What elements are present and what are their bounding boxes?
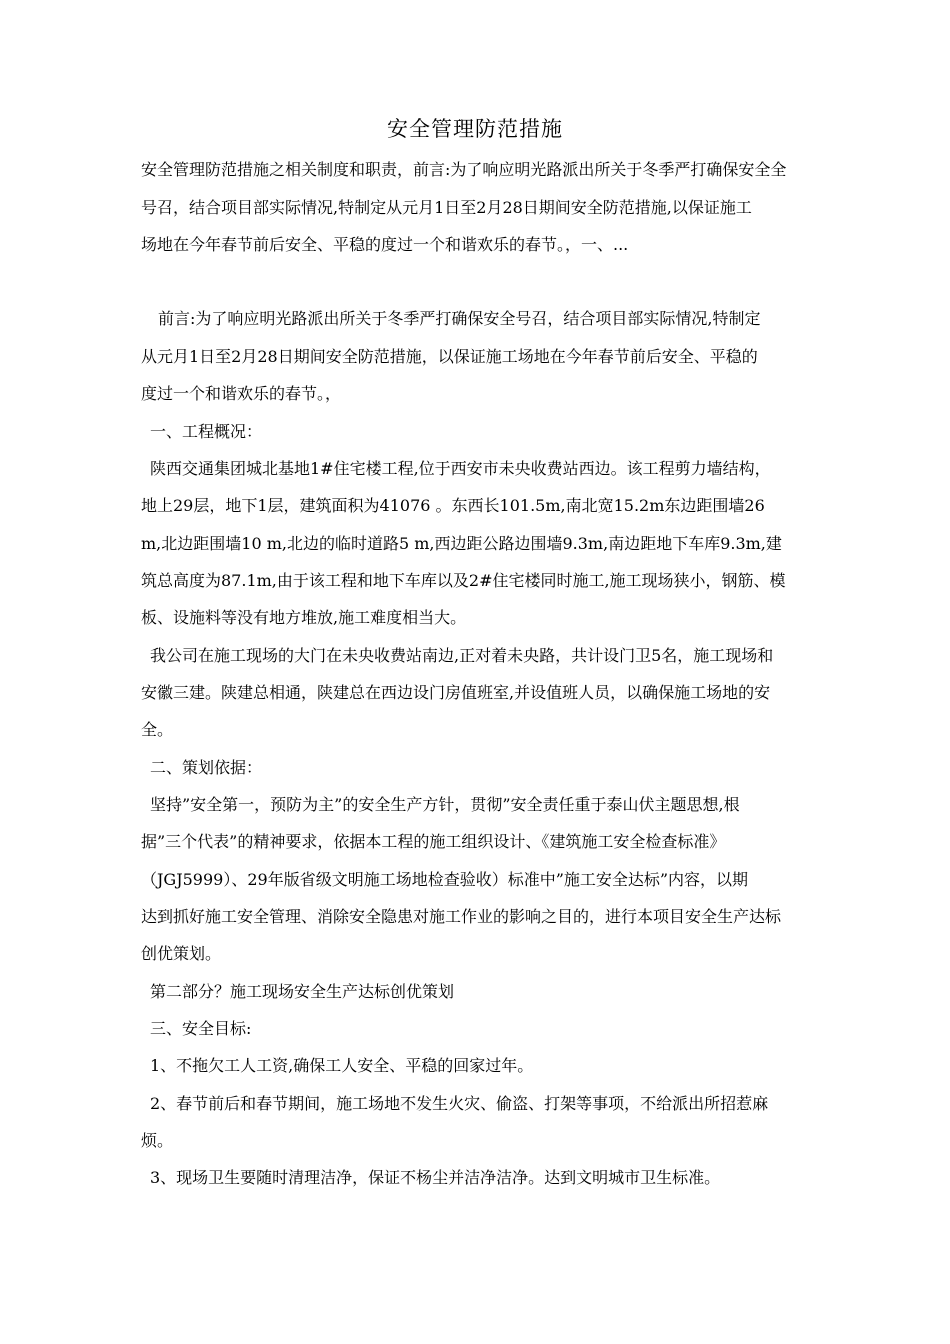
section-heading-overview: 一、工程概况：	[150, 422, 263, 441]
goal-item-3: 3、现场卫生要随时清理洁净，保证不杨尘并洁净洁净。达到文明城市卫生标准。	[150, 1168, 721, 1187]
basis-line-4: 达到抓好施工安全管理、消除安全隐患对施工作业的影响之目的，进行本项目安全生产达标	[141, 907, 782, 926]
basis-line-3: （JGJ5999）、29年版省级文明施工场地检查验收）标准中”施工安全达标”内容，以期	[141, 870, 749, 889]
section-heading-goals: 三、安全目标:	[150, 1019, 252, 1038]
part-two-heading: 第二部分？施工现场安全生产达标创优策划	[150, 982, 455, 1001]
overview-line-4: 筑总高度为87.1m,由于该工程和地下车库以及2#住宅楼同时施工,施工现场狭小，钢筋、模	[141, 571, 786, 590]
overview-line-1: 陕西交通集团城北基地1#住宅楼工程,位于西安市未央收费站西边。该工程剪力墙结构，	[150, 459, 771, 478]
summary-line-2: 号召，结合项目部实际情况,特制定从元月1日至2月28日期间安全防范措施,以保证施工	[141, 198, 752, 217]
basis-line-5: 创优策划。	[141, 944, 222, 963]
goal-item-2: 2、春节前后和春节期间，施工场地不发生火灾、偷盗、打架等事项，不给派出所招惹麻	[150, 1094, 769, 1113]
goal-item-2-cont: 烦。	[141, 1131, 174, 1150]
overview-line-3: m,北边距围墙10 m,北边的临时道路5 m,西边距公路边围墙9.3m,南边距地下车库9.3m,建	[141, 534, 782, 553]
basis-line-1: 坚持”安全第一，预防为主”的安全生产方针，贯彻”安全责任重于泰山伏主题思想,根	[150, 795, 740, 814]
preface-line-1: 前言:为了响应明光路派出所关于冬季严打确保安全号召，结合项目部实际情况,特制定	[158, 309, 761, 328]
overview-line-5: 板、设施料等没有地方堆放,施工难度相当大。	[141, 608, 467, 627]
gate-line-1: 我公司在施工现场的大门在未央收费站南边,正对着未央路，共计设门卫5名，施工现场和	[150, 646, 774, 665]
document-title: 安全管理防范措施	[387, 117, 563, 141]
section-heading-basis: 二、策划依据：	[150, 758, 263, 777]
overview-line-2: 地上29层，地下1层，建筑面积为41076 。东西长101.5m,南北宽15.2m东边距围墙26	[141, 496, 765, 515]
preface-line-2: 从元月1日至2月28日期间安全防范措施，以保证施工场地在今年春节前后安全、平稳的	[141, 347, 758, 366]
preface-line-3: 度过一个和谐欢乐的春节。，	[141, 384, 342, 403]
goal-item-1: 1、不拖欠工人工资,确保工人安全、平稳的回家过年。	[150, 1056, 534, 1075]
gate-line-2: 安徽三建。陕建总相通，陕建总在西边设门房值班室,并设值班人员，以确保施工场地的安	[141, 683, 771, 702]
basis-line-2: 据”三个代表”的精神要求，依据本工程的施工组织设计、《建筑施工安全检查标准》	[141, 832, 726, 851]
summary-line-3: 场地在今年春节前后安全、平稳的度过一个和谐欢乐的春节。，一、...	[141, 235, 629, 254]
summary-line-1: 安全管理防范措施之相关制度和职责，前言:为了响应明光路派出所关于冬季严打确保安全全	[141, 160, 787, 179]
gate-line-3: 全。	[141, 720, 174, 739]
